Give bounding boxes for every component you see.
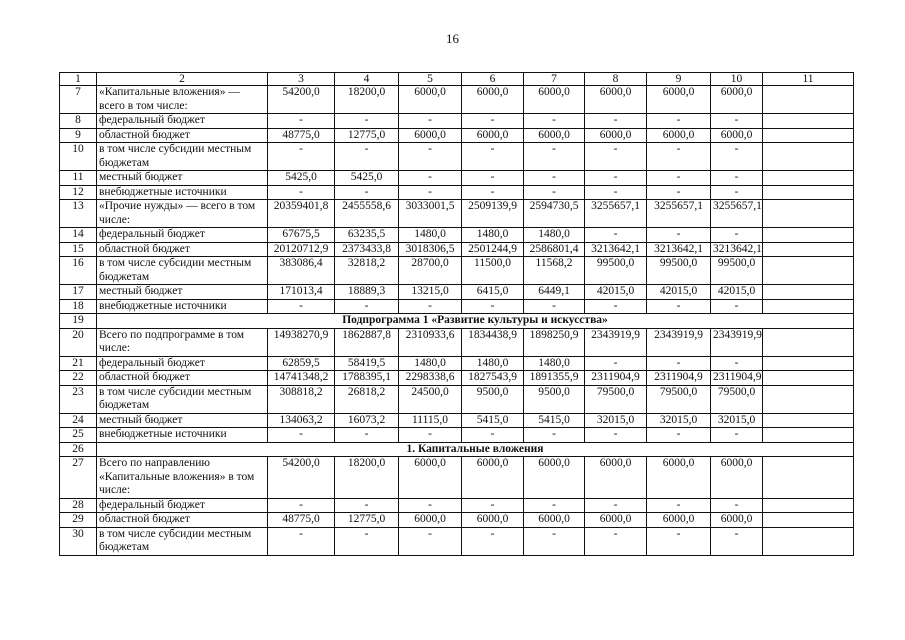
row-label: областной бюджет bbox=[97, 128, 268, 143]
value-cell: - bbox=[711, 185, 763, 200]
value-cell: 14741348,2 bbox=[268, 371, 335, 386]
value-cell: 3255657,1 bbox=[711, 200, 763, 228]
value-cell: 383086,4 bbox=[268, 257, 335, 285]
value-cell: 32818,2 bbox=[335, 257, 399, 285]
value-cell: - bbox=[647, 527, 711, 555]
value-cell: 2298338,6 bbox=[399, 371, 462, 386]
section-title: Подпрограмма 1 «Развитие культуры и искусства» bbox=[97, 314, 854, 329]
value-cell: 2509139,9 bbox=[462, 200, 524, 228]
table-row bbox=[60, 242, 854, 257]
value-cell: - bbox=[585, 228, 647, 243]
value-cell: 24500,0 bbox=[399, 385, 462, 413]
value-cell: 99500,0 bbox=[647, 257, 711, 285]
table-row bbox=[60, 257, 854, 285]
row-label: федеральный бюджет bbox=[97, 228, 268, 243]
row-label: в том числе субсидии местным бюджетам bbox=[97, 385, 268, 413]
value-cell: - bbox=[462, 498, 524, 513]
value-cell: - bbox=[585, 185, 647, 200]
value-cell: - bbox=[462, 143, 524, 171]
table-row bbox=[60, 143, 854, 171]
row-number: 12 bbox=[60, 185, 97, 200]
row-number: 28 bbox=[60, 498, 97, 513]
value-cell: 6000,0 bbox=[462, 457, 524, 499]
value-cell bbox=[763, 299, 854, 314]
value-cell: 18889,3 bbox=[335, 285, 399, 300]
column-header: 3 bbox=[268, 73, 335, 86]
value-cell: - bbox=[647, 143, 711, 171]
value-cell: 2343919,9 bbox=[585, 328, 647, 356]
row-label: областной бюджет bbox=[97, 242, 268, 257]
value-cell: - bbox=[711, 527, 763, 555]
value-cell: - bbox=[711, 171, 763, 186]
table-header-row bbox=[60, 73, 854, 86]
value-cell: 6000,0 bbox=[462, 86, 524, 114]
value-cell: - bbox=[335, 114, 399, 129]
value-cell: 134063,2 bbox=[268, 413, 335, 428]
value-cell: 67675,5 bbox=[268, 228, 335, 243]
value-cell: 28700,0 bbox=[399, 257, 462, 285]
row-label: федеральный бюджет bbox=[97, 356, 268, 371]
value-cell: 6000,0 bbox=[711, 457, 763, 499]
value-cell: 1898250,9 bbox=[524, 328, 585, 356]
value-cell: - bbox=[647, 171, 711, 186]
row-number: 27 bbox=[60, 457, 97, 499]
value-cell: - bbox=[647, 428, 711, 443]
value-cell: 14938270,9 bbox=[268, 328, 335, 356]
value-cell: 1480,0 bbox=[524, 228, 585, 243]
value-cell bbox=[763, 328, 854, 356]
value-cell: 6449,1 bbox=[524, 285, 585, 300]
value-cell: - bbox=[524, 143, 585, 171]
table-row bbox=[60, 171, 854, 186]
column-header: 7 bbox=[524, 73, 585, 86]
value-cell: - bbox=[399, 185, 462, 200]
value-cell bbox=[763, 185, 854, 200]
row-number: 18 bbox=[60, 299, 97, 314]
row-number: 24 bbox=[60, 413, 97, 428]
value-cell bbox=[763, 86, 854, 114]
value-cell: 1891355,9 bbox=[524, 371, 585, 386]
value-cell: 308818,2 bbox=[268, 385, 335, 413]
value-cell: - bbox=[335, 498, 399, 513]
row-label: федеральный бюджет bbox=[97, 114, 268, 129]
value-cell: - bbox=[335, 299, 399, 314]
table-row bbox=[60, 356, 854, 371]
value-cell: 2455558,6 bbox=[335, 200, 399, 228]
table-row bbox=[60, 200, 854, 228]
page-number: 16 bbox=[446, 31, 459, 46]
value-cell: 6000,0 bbox=[399, 128, 462, 143]
value-cell: 11568,2 bbox=[524, 257, 585, 285]
row-label: Всего по подпрограмме в том числе: bbox=[97, 328, 268, 356]
value-cell: 6000,0 bbox=[711, 128, 763, 143]
value-cell: 42015,0 bbox=[585, 285, 647, 300]
value-cell: 32015,0 bbox=[711, 413, 763, 428]
value-cell: 3213642,1 bbox=[585, 242, 647, 257]
value-cell: - bbox=[647, 299, 711, 314]
value-cell bbox=[763, 428, 854, 443]
row-label: в том числе субсидии местным бюджетам bbox=[97, 143, 268, 171]
value-cell bbox=[763, 143, 854, 171]
value-cell bbox=[763, 385, 854, 413]
value-cell: 9500,0 bbox=[462, 385, 524, 413]
value-cell: 18200,0 bbox=[335, 457, 399, 499]
value-cell: 2594730,5 bbox=[524, 200, 585, 228]
value-cell: 6000,0 bbox=[647, 513, 711, 528]
value-cell: - bbox=[524, 498, 585, 513]
value-cell: 48775,0 bbox=[268, 513, 335, 528]
value-cell: 1480,0 bbox=[524, 356, 585, 371]
value-cell: - bbox=[335, 143, 399, 171]
value-cell: 2311904,9 bbox=[711, 371, 763, 386]
value-cell: 6000,0 bbox=[399, 86, 462, 114]
value-cell: 54200,0 bbox=[268, 457, 335, 499]
column-header: 2 bbox=[97, 73, 268, 86]
value-cell: 32015,0 bbox=[585, 413, 647, 428]
table-row bbox=[60, 513, 854, 528]
value-cell: 1834438,9 bbox=[462, 328, 524, 356]
row-label: Всего по направлению «Капитальные вложения» в том числе: bbox=[97, 457, 268, 499]
row-number: 29 bbox=[60, 513, 97, 528]
table-row bbox=[60, 371, 854, 386]
value-cell bbox=[763, 228, 854, 243]
value-cell: 42015,0 bbox=[711, 285, 763, 300]
value-cell: 20359401,8 bbox=[268, 200, 335, 228]
value-cell: - bbox=[335, 428, 399, 443]
value-cell: 42015,0 bbox=[647, 285, 711, 300]
value-cell: - bbox=[524, 171, 585, 186]
value-cell: 2311904,9 bbox=[647, 371, 711, 386]
row-label: местный бюджет bbox=[97, 413, 268, 428]
value-cell: - bbox=[268, 527, 335, 555]
row-label: в том числе субсидии местным бюджетам bbox=[97, 257, 268, 285]
table-row bbox=[60, 385, 854, 413]
value-cell: 3255657,1 bbox=[647, 200, 711, 228]
row-label: местный бюджет bbox=[97, 171, 268, 186]
value-cell bbox=[763, 413, 854, 428]
value-cell: 2373433,8 bbox=[335, 242, 399, 257]
value-cell: 9500,0 bbox=[524, 385, 585, 413]
value-cell: 6000,0 bbox=[647, 457, 711, 499]
value-cell: 79500,0 bbox=[585, 385, 647, 413]
value-cell: 58419,5 bbox=[335, 356, 399, 371]
value-cell: 1480,0 bbox=[462, 356, 524, 371]
value-cell: - bbox=[585, 498, 647, 513]
value-cell: - bbox=[711, 299, 763, 314]
row-label: федеральный бюджет bbox=[97, 498, 268, 513]
value-cell: - bbox=[711, 428, 763, 443]
value-cell: - bbox=[585, 356, 647, 371]
value-cell: - bbox=[711, 356, 763, 371]
value-cell: 3213642,1 bbox=[647, 242, 711, 257]
section-title: 1. Капитальные вложения bbox=[97, 442, 854, 457]
value-cell: - bbox=[399, 171, 462, 186]
value-cell: 6000,0 bbox=[524, 86, 585, 114]
value-cell: 6000,0 bbox=[585, 128, 647, 143]
value-cell bbox=[763, 114, 854, 129]
value-cell: 62859,5 bbox=[268, 356, 335, 371]
value-cell: - bbox=[647, 498, 711, 513]
value-cell: - bbox=[399, 114, 462, 129]
value-cell: - bbox=[524, 527, 585, 555]
value-cell: 5415,0 bbox=[462, 413, 524, 428]
value-cell: 12775,0 bbox=[335, 128, 399, 143]
value-cell: - bbox=[585, 171, 647, 186]
table-row bbox=[60, 413, 854, 428]
value-cell: - bbox=[268, 498, 335, 513]
value-cell: 6000,0 bbox=[647, 86, 711, 114]
value-cell: - bbox=[399, 143, 462, 171]
value-cell: 6000,0 bbox=[399, 513, 462, 528]
value-cell: - bbox=[647, 228, 711, 243]
column-header: 8 bbox=[585, 73, 647, 86]
value-cell bbox=[763, 257, 854, 285]
value-cell: 6415,0 bbox=[462, 285, 524, 300]
value-cell: - bbox=[524, 299, 585, 314]
value-cell: - bbox=[399, 299, 462, 314]
value-cell: - bbox=[647, 356, 711, 371]
value-cell: 18200,0 bbox=[335, 86, 399, 114]
table-row bbox=[60, 185, 854, 200]
table-row bbox=[60, 128, 854, 143]
value-cell: 1788395,1 bbox=[335, 371, 399, 386]
row-label: внебюджетные источники bbox=[97, 299, 268, 314]
value-cell: 12775,0 bbox=[335, 513, 399, 528]
value-cell: - bbox=[462, 171, 524, 186]
value-cell: - bbox=[711, 114, 763, 129]
value-cell: - bbox=[524, 428, 585, 443]
row-number: 26 bbox=[60, 442, 97, 457]
value-cell: - bbox=[268, 299, 335, 314]
value-cell: - bbox=[585, 527, 647, 555]
value-cell: 20120712,9 bbox=[268, 242, 335, 257]
value-cell: - bbox=[462, 185, 524, 200]
value-cell: 3255657,1 bbox=[585, 200, 647, 228]
value-cell: - bbox=[399, 527, 462, 555]
row-number: 13 bbox=[60, 200, 97, 228]
table-row bbox=[60, 228, 854, 243]
value-cell: 79500,0 bbox=[711, 385, 763, 413]
value-cell: 54200,0 bbox=[268, 86, 335, 114]
value-cell bbox=[763, 371, 854, 386]
value-cell: 3213642,1 bbox=[711, 242, 763, 257]
value-cell: - bbox=[585, 143, 647, 171]
table-row bbox=[60, 114, 854, 129]
value-cell: - bbox=[268, 114, 335, 129]
value-cell: 5425,0 bbox=[268, 171, 335, 186]
value-cell: 11500,0 bbox=[462, 257, 524, 285]
value-cell: 6000,0 bbox=[399, 457, 462, 499]
column-header: 6 bbox=[462, 73, 524, 86]
value-cell: 13215,0 bbox=[399, 285, 462, 300]
value-cell: 2586801,4 bbox=[524, 242, 585, 257]
row-number: 19 bbox=[60, 314, 97, 329]
row-number: 21 bbox=[60, 356, 97, 371]
value-cell: 99500,0 bbox=[711, 257, 763, 285]
row-label: «Прочие нужды» — всего в том числе: bbox=[97, 200, 268, 228]
value-cell bbox=[763, 356, 854, 371]
row-number: 7 bbox=[60, 86, 97, 114]
value-cell: 6000,0 bbox=[462, 128, 524, 143]
value-cell: - bbox=[647, 185, 711, 200]
section-row bbox=[60, 314, 854, 329]
value-cell: 1862887,8 bbox=[335, 328, 399, 356]
row-number: 10 bbox=[60, 143, 97, 171]
value-cell: 6000,0 bbox=[524, 128, 585, 143]
value-cell: 63235,5 bbox=[335, 228, 399, 243]
column-header: 11 bbox=[763, 73, 854, 86]
row-number: 9 bbox=[60, 128, 97, 143]
value-cell: 16073,2 bbox=[335, 413, 399, 428]
value-cell: - bbox=[711, 228, 763, 243]
row-label: областной бюджет bbox=[97, 371, 268, 386]
value-cell: - bbox=[335, 185, 399, 200]
row-number: 11 bbox=[60, 171, 97, 186]
section-row bbox=[60, 442, 854, 457]
value-cell: 6000,0 bbox=[711, 513, 763, 528]
value-cell: 6000,0 bbox=[585, 86, 647, 114]
row-number: 16 bbox=[60, 257, 97, 285]
value-cell bbox=[763, 200, 854, 228]
value-cell bbox=[763, 128, 854, 143]
value-cell: - bbox=[462, 428, 524, 443]
column-header: 1 bbox=[60, 73, 97, 86]
value-cell: - bbox=[399, 498, 462, 513]
value-cell: 5425,0 bbox=[335, 171, 399, 186]
value-cell: - bbox=[268, 428, 335, 443]
value-cell bbox=[763, 242, 854, 257]
value-cell: 99500,0 bbox=[585, 257, 647, 285]
table-row bbox=[60, 527, 854, 555]
value-cell: 1480,0 bbox=[399, 356, 462, 371]
value-cell: 2343919,9 bbox=[711, 328, 763, 356]
value-cell: - bbox=[711, 498, 763, 513]
value-cell: - bbox=[268, 143, 335, 171]
value-cell: - bbox=[462, 299, 524, 314]
row-number: 8 bbox=[60, 114, 97, 129]
value-cell: 6000,0 bbox=[524, 457, 585, 499]
value-cell: - bbox=[585, 428, 647, 443]
table-row bbox=[60, 428, 854, 443]
value-cell: - bbox=[585, 114, 647, 129]
value-cell: 1480,0 bbox=[399, 228, 462, 243]
row-number: 14 bbox=[60, 228, 97, 243]
row-label: внебюджетные источники bbox=[97, 185, 268, 200]
row-number: 22 bbox=[60, 371, 97, 386]
value-cell: 6000,0 bbox=[585, 457, 647, 499]
row-number: 20 bbox=[60, 328, 97, 356]
value-cell: - bbox=[711, 143, 763, 171]
column-header: 9 bbox=[647, 73, 711, 86]
value-cell bbox=[763, 498, 854, 513]
value-cell: 6000,0 bbox=[647, 128, 711, 143]
column-header: 5 bbox=[399, 73, 462, 86]
value-cell: 2501244,9 bbox=[462, 242, 524, 257]
value-cell: - bbox=[462, 114, 524, 129]
value-cell: 2311904,9 bbox=[585, 371, 647, 386]
value-cell: - bbox=[399, 428, 462, 443]
row-label: областной бюджет bbox=[97, 513, 268, 528]
value-cell bbox=[763, 527, 854, 555]
table-row bbox=[60, 498, 854, 513]
row-label: в том числе субсидии местным бюджетам bbox=[97, 527, 268, 555]
value-cell bbox=[763, 171, 854, 186]
table-row bbox=[60, 299, 854, 314]
row-number: 23 bbox=[60, 385, 97, 413]
value-cell: - bbox=[524, 185, 585, 200]
value-cell: 1827543,9 bbox=[462, 371, 524, 386]
value-cell: 79500,0 bbox=[647, 385, 711, 413]
value-cell: 2343919,9 bbox=[647, 328, 711, 356]
value-cell: - bbox=[647, 114, 711, 129]
value-cell: 11115,0 bbox=[399, 413, 462, 428]
value-cell bbox=[763, 457, 854, 499]
value-cell: - bbox=[335, 527, 399, 555]
value-cell: 6000,0 bbox=[711, 86, 763, 114]
row-number: 17 bbox=[60, 285, 97, 300]
value-cell: 2310933,6 bbox=[399, 328, 462, 356]
value-cell: 26818,2 bbox=[335, 385, 399, 413]
row-label: внебюджетные источники bbox=[97, 428, 268, 443]
value-cell: - bbox=[524, 114, 585, 129]
value-cell: - bbox=[268, 185, 335, 200]
value-cell: - bbox=[585, 299, 647, 314]
value-cell: 32015,0 bbox=[647, 413, 711, 428]
value-cell bbox=[763, 513, 854, 528]
value-cell bbox=[763, 285, 854, 300]
budget-table bbox=[59, 72, 854, 556]
value-cell: 3018306,5 bbox=[399, 242, 462, 257]
value-cell: - bbox=[462, 527, 524, 555]
value-cell: 5415,0 bbox=[524, 413, 585, 428]
column-header: 4 bbox=[335, 73, 399, 86]
value-cell: 6000,0 bbox=[524, 513, 585, 528]
value-cell: 171013,4 bbox=[268, 285, 335, 300]
table-row bbox=[60, 328, 854, 356]
value-cell: 6000,0 bbox=[462, 513, 524, 528]
row-label: «Капитальные вложения» — всего в том числе: bbox=[97, 86, 268, 114]
table-row bbox=[60, 285, 854, 300]
value-cell: 3033001,5 bbox=[399, 200, 462, 228]
row-number: 15 bbox=[60, 242, 97, 257]
table-row bbox=[60, 86, 854, 114]
table-row bbox=[60, 457, 854, 499]
value-cell: 48775,0 bbox=[268, 128, 335, 143]
row-number: 25 bbox=[60, 428, 97, 443]
column-header: 10 bbox=[711, 73, 763, 86]
value-cell: 6000,0 bbox=[585, 513, 647, 528]
row-label: местный бюджет bbox=[97, 285, 268, 300]
value-cell: 1480,0 bbox=[462, 228, 524, 243]
row-number: 30 bbox=[60, 527, 97, 555]
